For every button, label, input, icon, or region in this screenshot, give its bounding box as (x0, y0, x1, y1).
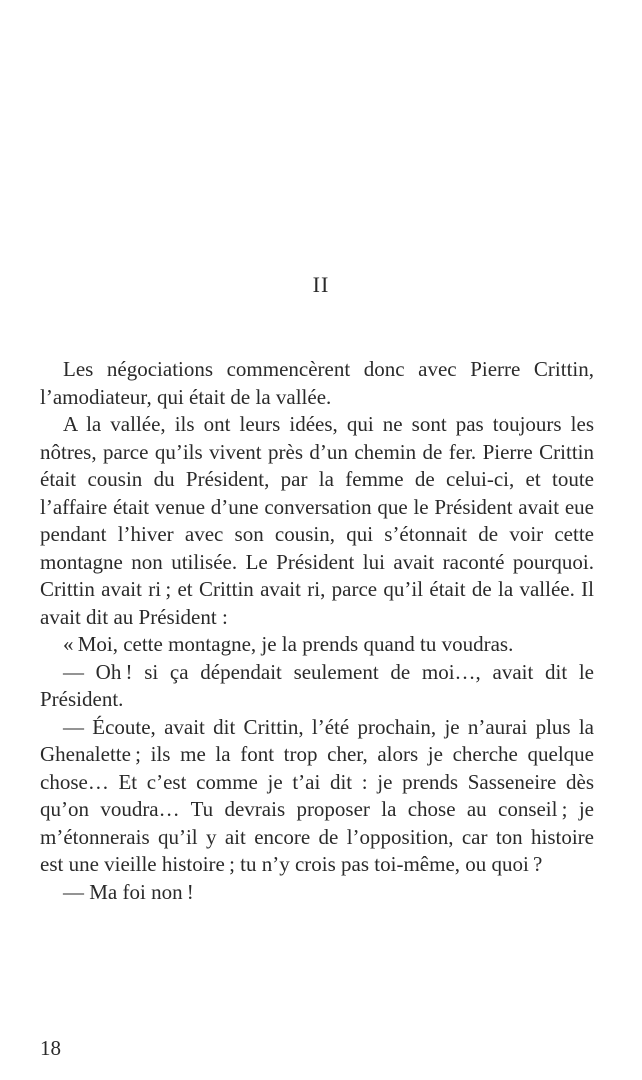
page-number: 18 (40, 1036, 61, 1060)
paragraph: Les négociations commencèrent donc avec Pierre Crittin, l’amodiateur, qui était de la vallée. (40, 357, 594, 409)
paragraph: — Écoute, avait dit Crittin, l’été prochain, je n’aurai plus la Ghenalette ; ils me la font trop cher, alors je cherche quelque chose… Et c’est comme je t’ai dit : je prends Sasseneire dès qu’on voudra… Tu devrais proposer la chose au conseil ; je m’étonnerais qu’il y ait encore de l’opposition, car ton histoire est une vieille histoire ; tu n’y crois pas toi-même, ou quoi ? (40, 714, 594, 876)
body-text (40, 356, 594, 906)
paragraph: « Moi, cette montagne, je la prends quand tu voudras. (63, 632, 514, 656)
chapter-heading: II (312, 272, 330, 297)
paragraph: — Oh ! si ça dépendait seulement de moi…, avait dit le Président. (40, 659, 594, 711)
paragraph: A la vallée, ils ont leurs idées, qui ne sont pas toujours les nôtres, parce qu’ils vivent près d’un chemin de fer. Pierre Crittin était cousin du Président, par la femme de celui-ci, et toute l’affaire était venue d’une conversation que le Président avait eue pendant l’hiver avec son cousin, qui s’étonnait de voir cette montagne non utilisée. Le Président lui avait raconté pourquoi. Crittin avait ri ; et Crittin avait ri, parce qu’il était de la vallée. Il avait dit au Président : (40, 412, 594, 629)
paragraph: — Ma foi non ! (63, 879, 194, 904)
